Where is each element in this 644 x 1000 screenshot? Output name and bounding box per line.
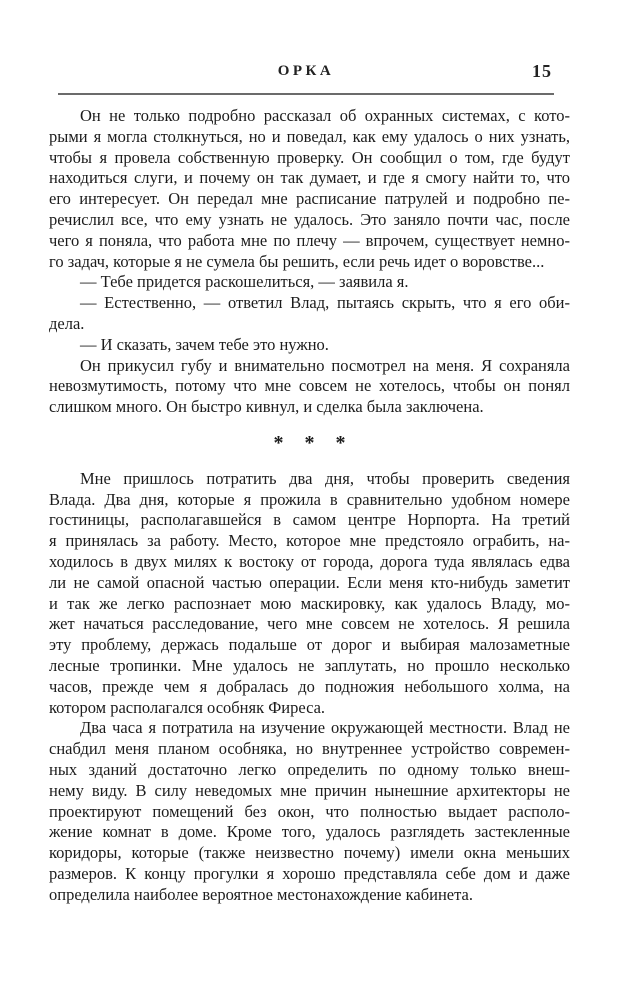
text-line: Мне пришлось потратить два дня, чтобы проверить сведения: [80, 468, 570, 488]
text-line: гостиницы, располагавшейся в самом центре Норпорта. На третий: [49, 510, 570, 530]
text-line: — Естественно, — ответил Влад, пытаясь скрыть, что я его оби-: [80, 293, 570, 313]
text-line: — Тебе придется раскошелиться, — заявила я.: [80, 272, 409, 292]
text-line: жет начаться расследование, чего мне совсем не хотелось. Я решила: [49, 614, 570, 634]
text-line: находиться слуги, и почему он так думает, и где я смогу найти то, что: [49, 168, 570, 188]
text-line: снабдил меня планом особняка, но внутреннее устройство современ-: [49, 739, 570, 759]
text-line: рыми я могла столкнуться, но и поведал, как ему удалось о них узнать,: [49, 126, 570, 146]
text-line: коридоры, которые (также неизвестно почему) имели окна меньших: [49, 843, 570, 863]
text-line: речислил все, что ему узнать не удалось. Это заняло почти час, после: [49, 209, 570, 229]
text-line: невозмутимость, потому что мне совсем не хотелось, чтобы он понял: [49, 376, 570, 396]
text-line: нему виду. В силу неведомых мне причин нынешние архитекторы не: [49, 780, 570, 800]
text-line: чтобы я провела собственную проверку. Он сообщил о том, где будут: [49, 147, 570, 167]
text-line: чего я поняла, что работа мне по плечу — впрочем, существует немно-: [49, 230, 570, 250]
text-line: часов, прежде чем я добралась до подножия небольшого холма, на: [49, 676, 570, 696]
text-line: ли не самой опасной частью операции. Если меня кто-нибудь заметит: [49, 572, 570, 592]
text-line: размеров. К концу прогулки я хорошо представляла себе дом и даже: [49, 863, 570, 883]
text-line: ходилось в двух милях к востоку от города, дорога туда являлась едва: [49, 551, 570, 571]
page-header: [58, 0, 554, 95]
text-line: го задач, которые я не сумела бы решить, если речь идет о воровстве...: [49, 251, 545, 271]
section-divider: * * *: [273, 431, 346, 454]
running-title: ОРКА: [277, 63, 335, 79]
text-line: дела.: [49, 313, 85, 333]
text-line: Два часа я потратила на изучение окружающей местности. Влад не: [80, 718, 570, 738]
text-line: лесные тропинки. Мне удалось не заплутать, но прошло несколько: [49, 655, 570, 675]
text-line: проектируют помещений без окон, что полностью выдает располо-: [49, 801, 570, 821]
page-number: 15: [532, 61, 552, 81]
text-line: жение комнат в доме. Кроме того, удалось разглядеть застекленные: [49, 822, 570, 842]
text-line: эту проблему, держась подальше от дорог и выбирая малозаметные: [49, 635, 570, 655]
text-line: его интересует. Он передал мне расписание патрулей и подробно пе-: [49, 189, 570, 209]
text-line: ных зданий достаточно легко определить по одному только внеш-: [49, 759, 570, 779]
text-line: слишком много. Он быстро кивнул, и сделка была заключена.: [49, 397, 484, 417]
text-line: котором располагался особняк Фиреса.: [49, 697, 326, 717]
text-line: Он прикусил губу и внимательно посмотрел на меня. Я сохраняла: [80, 355, 570, 375]
page-text: [49, 106, 570, 905]
text-line: и так же легко распознает мою маскировку, как удалось Владу, мо-: [49, 593, 570, 613]
text-line: я принялась за работу. Место, которое мне предстояло ограбить, на-: [49, 531, 570, 551]
text-line: — И сказать, зачем тебе это нужно.: [80, 334, 329, 354]
text-line: Влада. Два дня, которые я прожила в сравнительно удобном номере: [49, 489, 570, 509]
text-line: определила наиболее вероятное местонахождение кабинета.: [49, 884, 473, 904]
text-line: Он не только подробно рассказал об охранных системах, с кото-: [80, 106, 570, 125]
